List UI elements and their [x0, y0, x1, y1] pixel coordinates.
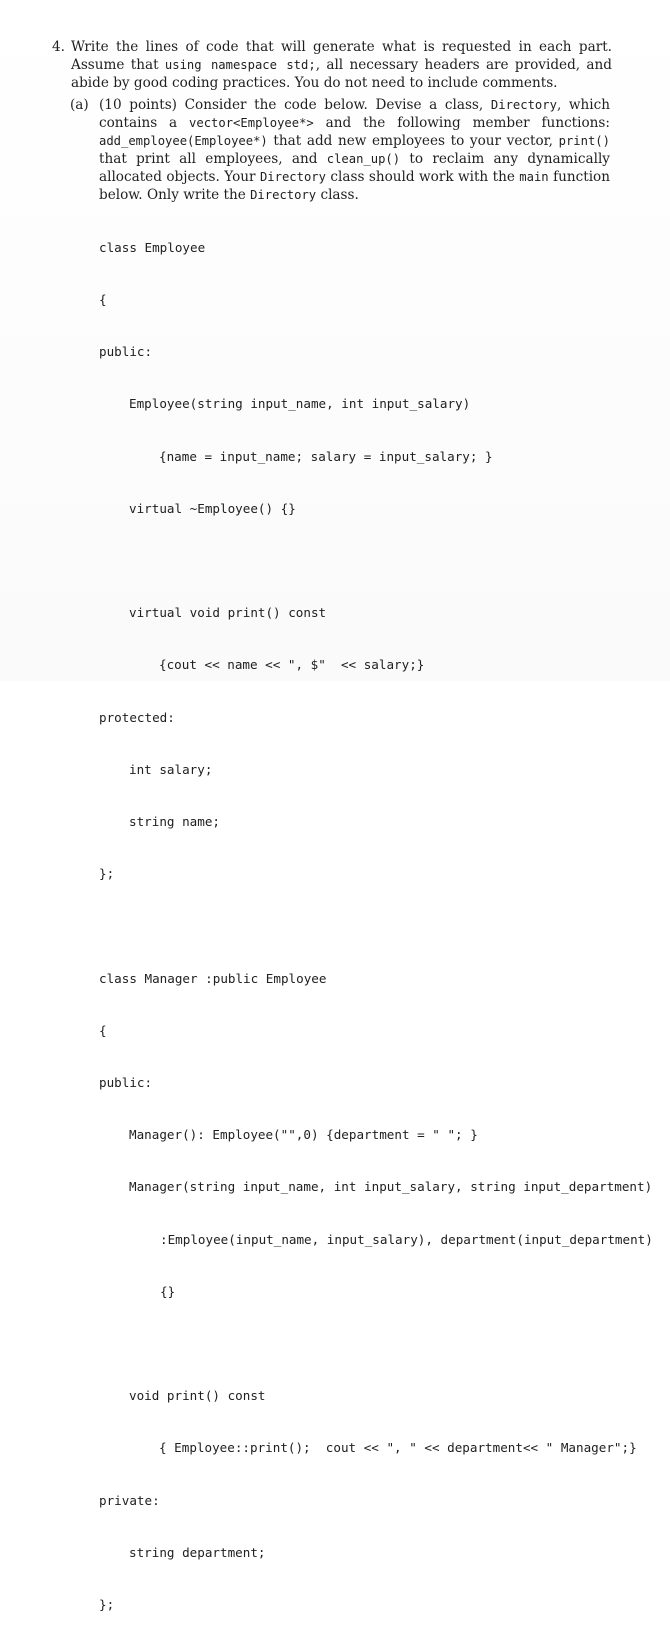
code-line: public: [99, 1075, 153, 1091]
part-a-t8: function below. Only write the [99, 169, 610, 203]
code-line: {} [160, 1283, 176, 1299]
part-a-c7: main [519, 170, 549, 184]
part-a-t3: and the following member functions: [313, 115, 610, 131]
problem-intro [52, 38, 612, 92]
part-a-t5: that print all employees, and [99, 151, 327, 167]
code-line: Employee(string input_name, int input_salary) [129, 396, 471, 412]
part-a-t6: to reclaim any dynamically allocated objects. Your [99, 151, 610, 185]
code-line: class Employee [99, 239, 206, 255]
part-a-t1: (10 points) Consider the code below. Devise a class, [99, 97, 491, 113]
code-line: :Employee(input_name, input_salary), department(input_department) [160, 1231, 653, 1247]
part-a-c4: print() [558, 134, 610, 148]
code-blank-line [99, 917, 653, 934]
intro-text-2: , all necessary headers are provided, and abide by good coding practices. You do not need to include comments. [71, 57, 612, 91]
code-line: {cout << name << ", $" << salary;} [159, 657, 425, 673]
code-line: class Manager :public Employee [99, 970, 327, 986]
problem-number: 4. [52, 39, 65, 55]
part-a-c5: clean_up() [326, 152, 401, 166]
part-a-t9: class. [316, 187, 359, 203]
part-a-c6: Directory [259, 170, 326, 184]
code-line: string department; [129, 1544, 266, 1560]
intro-code: using namespace std; [164, 58, 316, 72]
part-a [70, 96, 610, 204]
part-a-t4: that add new employees to your vector, [267, 133, 559, 149]
code-line: Manager(): Employee("",0) {department = " "; } [129, 1127, 478, 1143]
part-a-c3: add_employee(Employee*) [99, 134, 268, 148]
problem-4 [52, 38, 612, 92]
code-listing [99, 204, 653, 1648]
code-line: { Employee::print(); cout << ", " << department<< " Manager";} [159, 1440, 637, 1456]
part-a-t2: , which contains a [99, 97, 611, 131]
code-line: }; [99, 1597, 115, 1613]
code-line: string name; [129, 814, 220, 830]
code-line: virtual ~Employee() {} [129, 500, 296, 516]
code-line: Manager(string input_name, int input_salary, string input_department) [129, 1179, 653, 1195]
code-line: { [99, 292, 107, 308]
part-a-label: (a) [70, 97, 89, 113]
code-blank-line [99, 552, 653, 569]
part-a-c8: Directory [250, 188, 317, 202]
code-blank-line [99, 1335, 653, 1352]
code-line: protected: [99, 709, 175, 725]
code-line: int salary; [129, 761, 213, 777]
part-a-c1: Directory [490, 98, 557, 112]
code-line: virtual void print() const [129, 605, 327, 621]
part-a-t7: class should work with the [325, 169, 520, 185]
code-line: private: [99, 1492, 160, 1508]
intro-text-1: Write the lines of code that will generate what is requested in each part. Assume that [71, 39, 612, 73]
code-line: {name = input_name; salary = input_salary; } [159, 448, 493, 464]
code-line: { [99, 1022, 107, 1038]
code-line: }; [99, 866, 115, 882]
part-a-c2: vector<Employee*> [189, 116, 314, 130]
code-line: public: [99, 344, 153, 360]
code-line: void print() const [129, 1388, 266, 1404]
part-a-text [70, 96, 610, 204]
